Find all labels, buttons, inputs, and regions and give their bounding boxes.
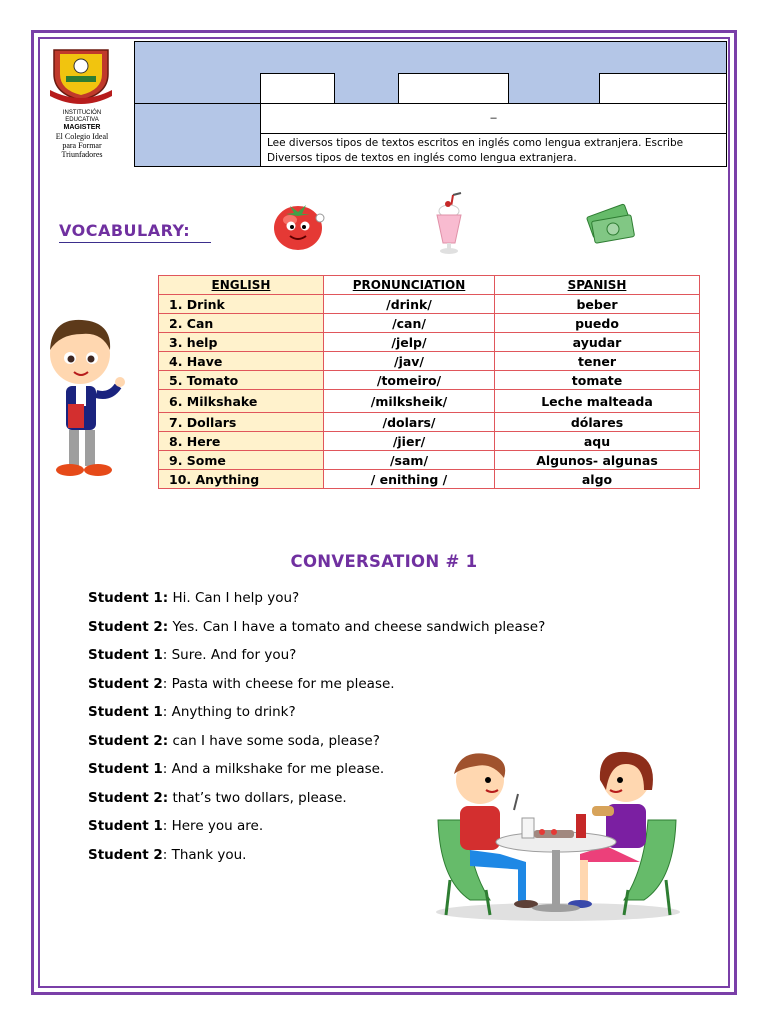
table-row [159, 371, 700, 390]
dialog-text: that’s two dollars, please. [168, 789, 347, 806]
school-logo [46, 42, 118, 166]
pronunciation: /jier/ [324, 432, 495, 451]
speaker-label: Student 1 [88, 761, 163, 777]
pronunciation: /dolars/ [324, 413, 495, 432]
logo-line-motto-1: El Colegio Ideal [55, 131, 109, 141]
speaker-label: Student 1 [88, 647, 163, 663]
table-row [159, 333, 700, 352]
conversation-title: CONVERSATION # 1 [290, 552, 478, 571]
pronunciation: /drink/ [324, 295, 495, 314]
header-field-2 [398, 73, 509, 104]
spanish-word: dólares [495, 413, 700, 432]
speaker-label: Student 2 [88, 846, 163, 863]
dialog-text: : Here you are. [162, 818, 264, 834]
vocabulary-title-underline [59, 242, 211, 243]
table-row [159, 390, 700, 413]
header-dash-cell: – [260, 103, 727, 134]
logo-line-motto-3: Triunfadores [61, 150, 103, 160]
school-crest-icon [50, 44, 112, 102]
table-row [159, 451, 700, 470]
english-word: 9. Some [159, 451, 324, 470]
pronunciation: /milksheik/ [324, 390, 495, 413]
table-row [159, 432, 700, 451]
pronunciation: /jelp/ [324, 333, 495, 352]
speaker-label: Student 1 [88, 818, 163, 834]
dollars-icon [585, 200, 637, 250]
header-field-3 [599, 73, 727, 104]
pronunciation: /jav/ [324, 352, 495, 371]
table-row [159, 470, 700, 489]
table-row [159, 314, 700, 333]
english-word: 8. Here [159, 432, 324, 451]
speaker-label: Student 2: [88, 732, 169, 749]
english-word: 10. Anything [159, 470, 324, 489]
dialog-text: : Anything to drink? [162, 704, 296, 720]
spanish-word: Algunos- algunas [495, 451, 700, 470]
speaker-label: Student 2 [88, 675, 163, 692]
english-word: 1. Drink [159, 295, 324, 314]
dialog-text: : Pasta with cheese for me please. [162, 675, 395, 692]
dialog-text: : And a milkshake for me please. [162, 761, 385, 777]
table-row [159, 295, 700, 314]
english-word: 3. help [159, 333, 324, 352]
pronunciation: /can/ [324, 314, 495, 333]
header-field-1 [260, 73, 335, 104]
milkshake-icon [433, 193, 465, 255]
dialog-line [88, 590, 545, 619]
vocabulary-title: VOCABULARY: [59, 221, 191, 240]
column-header-pronunciation: PRONUNCIATION [324, 276, 495, 295]
students-eating-illustration [430, 750, 686, 922]
vocabulary-header-row [159, 276, 700, 295]
spanish-word: ayudar [495, 333, 700, 352]
english-word: 7. Dollars [159, 413, 324, 432]
dialog-text: can I have some soda, please? [168, 732, 380, 749]
header-competency-text: Lee diversos tipos de textos escritos en inglés como lengua extranjera. Escribe Diversos tipos de textos en inglés como lengua extranjera. [260, 133, 727, 167]
spanish-word: aqu [495, 432, 700, 451]
spanish-word: tener [495, 352, 700, 371]
table-row [159, 413, 700, 432]
english-word: 6. Milkshake [159, 390, 324, 413]
dialog-text: : Thank you. [162, 846, 247, 863]
dialog-text: Hi. Can I help you? [168, 590, 300, 606]
vocabulary-table [158, 275, 700, 489]
header-left-cell [134, 103, 261, 167]
tomato-icon [268, 196, 330, 254]
speaker-label: Student 1 [88, 704, 163, 720]
spanish-word: puedo [495, 314, 700, 333]
speaker-label: Student 2: [88, 618, 169, 635]
pronunciation: / enithing / [324, 470, 495, 489]
dialog-line [88, 647, 545, 676]
speaker-label: Student 2: [88, 789, 169, 806]
spanish-word: Leche malteada [495, 390, 700, 413]
column-header-english: ENGLISH [159, 276, 324, 295]
dialog-text: : Sure. And for you? [162, 647, 297, 663]
dialog-line [88, 619, 545, 648]
spanish-word: algo [495, 470, 700, 489]
column-header-spanish: SPANISH [495, 276, 700, 295]
boy-pointing-illustration [40, 314, 136, 478]
logo-line-motto-2: para Formar [62, 141, 102, 151]
table-row [159, 352, 700, 371]
speaker-label: Student 1: [88, 590, 169, 606]
english-word: 2. Can [159, 314, 324, 333]
english-word: 4. Have [159, 352, 324, 371]
dialog-text: Yes. Can I have a tomato and cheese sandwich please? [168, 618, 546, 635]
logo-line-institution: INSTITUCIÓN EDUCATIVA [62, 110, 102, 123]
dialog-line [88, 704, 545, 733]
logo-line-name: MAGISTER [63, 123, 101, 131]
english-word: 5. Tomato [159, 371, 324, 390]
dialog-line [88, 676, 545, 705]
spanish-word: beber [495, 295, 700, 314]
pronunciation: /sam/ [324, 451, 495, 470]
spanish-word: tomate [495, 371, 700, 390]
pronunciation: /tomeiro/ [324, 371, 495, 390]
